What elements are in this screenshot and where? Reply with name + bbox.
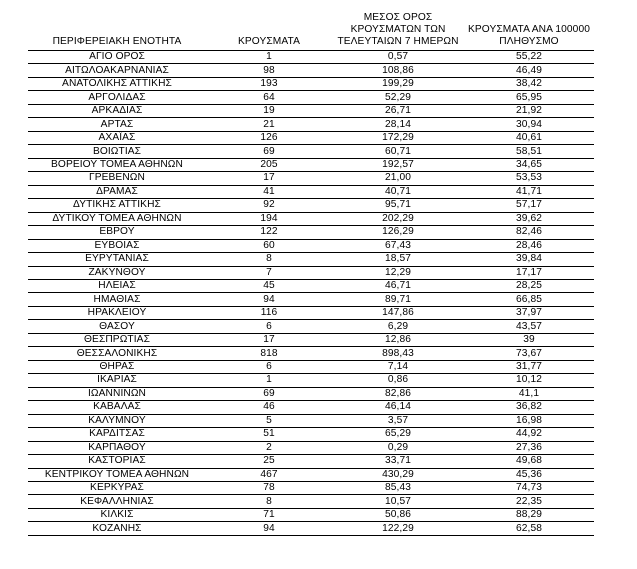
cell-avg7: 202,29 xyxy=(382,212,414,224)
cell-per100k: 62,58 xyxy=(516,522,542,534)
cell-region: ΚΕΦΑΛΛΗΝΙΑΣ xyxy=(80,495,154,507)
cell-per100k: 30,94 xyxy=(516,118,542,130)
cell-region: ΗΜΑΘΙΑΣ xyxy=(93,293,141,305)
cell-region: ΘΑΣΟΥ xyxy=(99,320,135,332)
table-row xyxy=(28,508,594,521)
table-row xyxy=(28,199,594,212)
cell-region: ΑΝΑΤΟΛΙΚΗΣ ΑΤΤΙΚΗΣ xyxy=(62,78,172,90)
cell-region: ΚΑΣΤΟΡΙΑΣ xyxy=(88,455,146,467)
cell-cases: 6 xyxy=(266,361,272,373)
table-row xyxy=(28,441,594,454)
cell-region: ΔΥΤΙΚΗΣ ΑΤΤΙΚΗΣ xyxy=(73,199,161,211)
header-cases-label: ΚΡΟΥΣΜΑΤΑ xyxy=(238,36,300,47)
cell-cases: 71 xyxy=(263,509,275,521)
cell-avg7: 89,71 xyxy=(385,293,411,305)
header-per100k xyxy=(464,4,594,51)
header-avg7 xyxy=(332,4,464,51)
cell-region: ΚΕΡΚΥΡΑΣ xyxy=(90,482,144,494)
cell-cases: 6 xyxy=(266,320,272,332)
cell-avg7: 108,86 xyxy=(382,64,414,76)
cell-per100k: 37,97 xyxy=(516,307,542,319)
cell-cases: 60 xyxy=(263,239,275,251)
cell-avg7: 52,29 xyxy=(385,91,411,103)
cell-per100k: 36,82 xyxy=(516,401,542,413)
cell-cases: 94 xyxy=(263,293,275,305)
table-row xyxy=(28,118,594,131)
header-region-label: ΠΕΡΙΦΕΡΕΙΑΚΗ ΕΝΟΤΗΤΑ xyxy=(52,36,182,47)
cell-cases: 19 xyxy=(263,105,275,117)
cell-per100k: 22,35 xyxy=(516,495,542,507)
cell-avg7: 172,29 xyxy=(382,132,414,144)
cell-region: ΚΑΡΔΙΤΣΑΣ xyxy=(89,428,145,440)
table-row xyxy=(28,91,594,104)
table-row xyxy=(28,468,594,481)
table-row xyxy=(28,387,594,400)
cell-avg7: 95,71 xyxy=(385,199,411,211)
cell-region: ΕΒΡΟΥ xyxy=(99,226,135,238)
cell-cases: 467 xyxy=(260,468,278,480)
table-row xyxy=(28,51,594,64)
cell-cases: 1 xyxy=(266,51,272,63)
cell-cases: 46 xyxy=(263,401,275,413)
cell-cases: 1 xyxy=(266,374,272,386)
cell-per100k: 40,61 xyxy=(516,132,542,144)
cell-per100k: 73,67 xyxy=(516,347,542,359)
cell-avg7: 46,14 xyxy=(385,401,411,413)
cell-region: ΔΥΤΙΚΟΥ ΤΟΜΕΑ ΑΘΗΝΩΝ xyxy=(52,212,182,224)
cell-per100k: 31,77 xyxy=(516,361,542,373)
cell-per100k: 53,53 xyxy=(516,172,542,184)
cell-avg7: 898,43 xyxy=(382,347,414,359)
cell-cases: 2 xyxy=(266,441,272,453)
cell-avg7: 26,71 xyxy=(385,105,411,117)
table-row xyxy=(28,212,594,225)
cell-per100k: 34,65 xyxy=(516,158,542,170)
cell-avg7: 192,57 xyxy=(382,158,414,170)
header-avg7-line2: ΚΡΟΥΣΜΑΤΩΝ ΤΩΝ xyxy=(350,24,446,35)
cell-per100k: 57,17 xyxy=(516,199,542,211)
cell-cases: 64 xyxy=(263,91,275,103)
cell-per100k: 45,36 xyxy=(516,468,542,480)
table-row xyxy=(28,253,594,266)
cell-avg7: 67,43 xyxy=(385,239,411,251)
header-per100k-line1: ΚΡΟΥΣΜΑΤΑ ΑΝΑ 100000 xyxy=(468,24,590,35)
cell-per100k: 88,29 xyxy=(516,509,542,521)
table-row xyxy=(28,360,594,373)
cell-per100k: 21,92 xyxy=(516,105,542,117)
table-row xyxy=(28,226,594,239)
cell-region: ΘΗΡΑΣ xyxy=(99,361,135,373)
cell-cases: 69 xyxy=(263,145,275,157)
cell-per100k: 38,42 xyxy=(516,78,542,90)
cell-avg7: 126,29 xyxy=(382,226,414,238)
cell-region: ΙΩΑΝΝΙΝΩΝ xyxy=(87,387,146,399)
cell-avg7: 28,14 xyxy=(385,118,411,130)
header-avg7-line1: ΜΕΣΟΣ ΟΡΟΣ xyxy=(363,12,433,23)
cell-region: ΗΛΕΙΑΣ xyxy=(98,280,136,292)
cell-per100k: 41,1 xyxy=(518,387,540,399)
header-region xyxy=(28,4,206,51)
cell-cases: 194 xyxy=(260,212,278,224)
table-row xyxy=(28,414,594,427)
table-row xyxy=(28,158,594,171)
table-row xyxy=(28,482,594,495)
cell-avg7: 122,29 xyxy=(382,522,414,534)
table-row xyxy=(28,306,594,319)
table-row xyxy=(28,347,594,360)
cell-avg7: 60,71 xyxy=(385,145,411,157)
cell-cases: 25 xyxy=(263,455,275,467)
cell-avg7: 12,86 xyxy=(385,334,411,346)
cell-avg7: 199,29 xyxy=(382,78,414,90)
cell-avg7: 0,57 xyxy=(387,51,409,63)
cell-avg7: 12,29 xyxy=(385,266,411,278)
cell-region: ΑΓΙΟ ΟΡΟΣ xyxy=(89,51,145,63)
cell-per100k: 39 xyxy=(523,334,535,346)
table-row xyxy=(28,77,594,90)
cell-avg7: 147,86 xyxy=(382,307,414,319)
table-row xyxy=(28,131,594,144)
cell-region: ΚΑΒΑΛΑΣ xyxy=(93,401,141,413)
header-per100k-line2: ΠΛΗΘΥΣΜΟ xyxy=(499,36,559,47)
cell-avg7: 6,29 xyxy=(387,320,409,332)
cell-cases: 126 xyxy=(260,132,278,144)
cell-cases: 122 xyxy=(260,226,278,238)
cell-per100k: 28,46 xyxy=(516,239,542,251)
cell-region: ΓΡΕΒΕΝΩΝ xyxy=(89,172,145,184)
cell-cases: 7 xyxy=(266,266,272,278)
cell-cases: 78 xyxy=(263,482,275,494)
cell-per100k: 65,95 xyxy=(516,91,542,103)
table-row xyxy=(28,293,594,306)
cell-region: ΑΡΓΟΛΙΔΑΣ xyxy=(88,91,146,103)
cell-per100k: 39,62 xyxy=(516,212,542,224)
cell-region: ΒΟΡΕΙΟΥ ΤΟΜΕΑ ΑΘΗΝΩΝ xyxy=(51,158,183,170)
cell-avg7: 40,71 xyxy=(385,185,411,197)
cell-region: ΖΑΚΥΝΘΟΥ xyxy=(88,266,146,278)
cell-region: ΚΕΝΤΡΙΚΟΥ ΤΟΜΕΑ ΑΘΗΝΩΝ xyxy=(44,468,190,480)
cell-region: ΚΑΡΠΑΘΟΥ xyxy=(88,441,146,453)
table-row xyxy=(28,374,594,387)
table-row xyxy=(28,104,594,117)
cell-per100k: 17,17 xyxy=(516,266,542,278)
table-row xyxy=(28,185,594,198)
cell-cases: 98 xyxy=(263,64,275,76)
cell-cases: 21 xyxy=(263,118,275,130)
cell-cases: 116 xyxy=(260,307,278,319)
table-row xyxy=(28,279,594,292)
cell-region: ΘΕΣΠΡΩΤΙΑΣ xyxy=(84,334,150,346)
cell-avg7: 33,71 xyxy=(385,455,411,467)
cell-cases: 45 xyxy=(263,280,275,292)
cell-avg7: 0,86 xyxy=(387,374,409,386)
cell-cases: 94 xyxy=(263,522,275,534)
cell-per100k: 66,85 xyxy=(516,293,542,305)
cell-region: ΕΥΒΟΙΑΣ xyxy=(94,239,140,251)
cell-cases: 69 xyxy=(263,387,275,399)
header-avg7-line3: ΤΕΛΕΥΤΑΙΩΝ 7 ΗΜΕΡΩΝ xyxy=(337,36,459,47)
table-row xyxy=(28,239,594,252)
cell-region: ΚΑΛΥΜΝΟΥ xyxy=(88,414,146,426)
cell-cases: 205 xyxy=(260,158,278,170)
cell-region: ΙΚΑΡΙΑΣ xyxy=(97,374,137,386)
cell-region: ΑΙΤΩΛΟΑΚΑΡΝΑΝΙΑΣ xyxy=(65,64,169,76)
table-row xyxy=(28,172,594,185)
cell-avg7: 18,57 xyxy=(385,253,411,265)
table-row xyxy=(28,401,594,414)
cell-per100k: 43,57 xyxy=(516,320,542,332)
cell-avg7: 10,57 xyxy=(385,495,411,507)
cell-per100k: 58,51 xyxy=(516,145,542,157)
cell-region: ΑΡΤΑΣ xyxy=(100,118,134,130)
cell-region: ΕΥΡΥΤΑΝΙΑΣ xyxy=(85,253,149,265)
cell-per100k: 41,71 xyxy=(516,185,542,197)
table-row xyxy=(28,266,594,279)
cell-region: ΘΕΣΣΑΛΟΝΙΚΗΣ xyxy=(76,347,158,359)
cell-cases: 8 xyxy=(266,495,272,507)
cell-per100k: 46,49 xyxy=(516,64,542,76)
cell-avg7: 50,86 xyxy=(385,509,411,521)
cell-cases: 92 xyxy=(263,199,275,211)
table-row xyxy=(28,333,594,346)
covid-cases-table xyxy=(28,4,594,536)
cell-per100k: 74,73 xyxy=(516,482,542,494)
cell-per100k: 16,98 xyxy=(516,414,542,426)
cell-cases: 193 xyxy=(260,78,278,90)
cell-avg7: 3,57 xyxy=(387,414,409,426)
cell-per100k: 28,25 xyxy=(516,280,542,292)
cell-per100k: 39,84 xyxy=(516,253,542,265)
cell-region: ΚΙΛΚΙΣ xyxy=(100,509,134,521)
cell-per100k: 49,68 xyxy=(516,455,542,467)
table-row xyxy=(28,455,594,468)
table-row xyxy=(28,64,594,77)
cell-avg7: 85,43 xyxy=(385,482,411,494)
table-body xyxy=(28,51,594,536)
cell-avg7: 7,14 xyxy=(387,361,409,373)
table-row xyxy=(28,320,594,333)
cell-cases: 51 xyxy=(263,428,275,440)
cell-per100k: 10,12 xyxy=(516,374,542,386)
cell-avg7: 82,86 xyxy=(385,387,411,399)
cell-region: ΚΟΖΑΝΗΣ xyxy=(92,522,142,534)
cell-per100k: 44,92 xyxy=(516,428,542,440)
cell-cases: 17 xyxy=(263,334,275,346)
cell-per100k: 27,36 xyxy=(516,441,542,453)
table-row xyxy=(28,522,594,535)
cell-avg7: 65,29 xyxy=(385,428,411,440)
cell-cases: 5 xyxy=(266,414,272,426)
table-header xyxy=(28,4,594,51)
cell-region: ΒΟΙΩΤΙΑΣ xyxy=(92,145,142,157)
table-row xyxy=(28,428,594,441)
cell-avg7: 46,71 xyxy=(385,280,411,292)
cell-per100k: 55,22 xyxy=(516,51,542,63)
cell-cases: 818 xyxy=(260,347,278,359)
cell-region: ΑΧΑΪΑΣ xyxy=(98,132,136,144)
cell-region: ΗΡΑΚΛΕΙΟΥ xyxy=(87,307,147,319)
header-cases xyxy=(206,4,332,51)
cell-avg7: 21,00 xyxy=(385,172,411,184)
cell-cases: 8 xyxy=(266,253,272,265)
cell-region: ΔΡΑΜΑΣ xyxy=(96,185,138,197)
table-row xyxy=(28,145,594,158)
cell-avg7: 0,29 xyxy=(387,441,409,453)
table-row xyxy=(28,495,594,508)
cell-per100k: 82,46 xyxy=(516,226,542,238)
cell-cases: 17 xyxy=(263,172,275,184)
cell-avg7: 430,29 xyxy=(382,468,414,480)
cell-region: ΑΡΚΑΔΙΑΣ xyxy=(91,105,143,117)
cell-cases: 41 xyxy=(263,185,275,197)
header-row xyxy=(28,4,594,51)
